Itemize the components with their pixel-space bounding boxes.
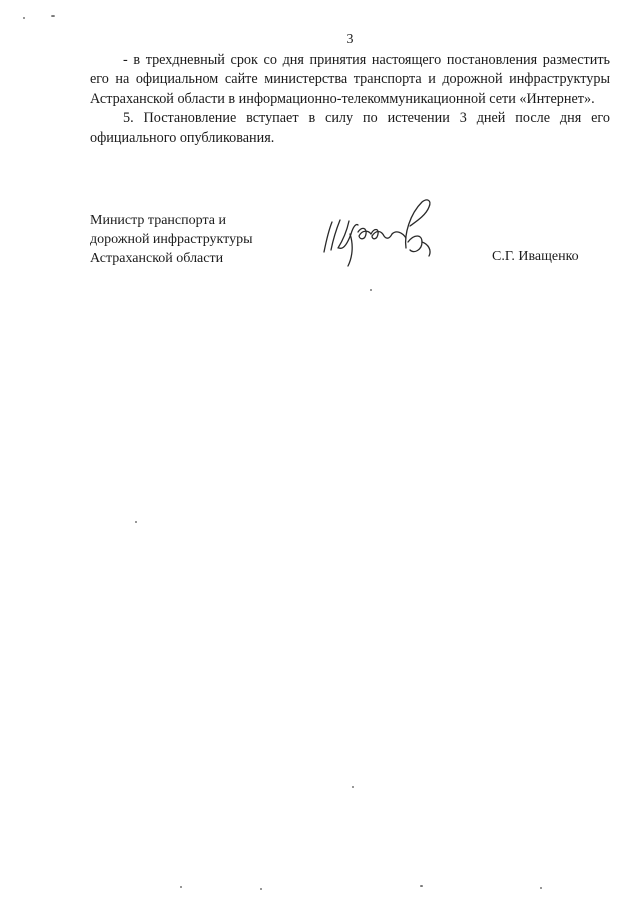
scan-speck	[352, 786, 354, 788]
scan-speck	[420, 885, 423, 887]
signatory-title-line: дорожной инфраструктуры	[90, 232, 253, 247]
signatory-title-line: Министр транспорта и	[90, 213, 226, 228]
scan-speck	[180, 886, 182, 888]
paragraph-publication-duty: - в трехдневный срок со дня принятия настоящего постановления разместить его на официальном сайте министерства транспорта и дорожной инфраструктуры Астраханской области в информационно-телекоммуникационной сети «Интернет».	[90, 52, 610, 107]
page-number: 3	[346, 32, 354, 47]
scan-speck	[51, 15, 55, 17]
scan-speck	[135, 521, 137, 523]
signatory-title	[90, 211, 252, 268]
signer-name: С.Г. Иващенко	[492, 249, 579, 264]
signatory-title-line: Астраханской области	[90, 251, 224, 266]
document-body	[90, 51, 610, 148]
scan-speck	[260, 888, 262, 890]
scan-speck	[370, 289, 372, 291]
scan-speck	[23, 17, 25, 19]
scan-speck	[540, 887, 542, 889]
paragraph-effective-date: 5. Постановление вступает в силу по истечении 3 дней после дня его официального опубликования.	[90, 110, 610, 146]
handwritten-signature-image	[318, 190, 448, 270]
